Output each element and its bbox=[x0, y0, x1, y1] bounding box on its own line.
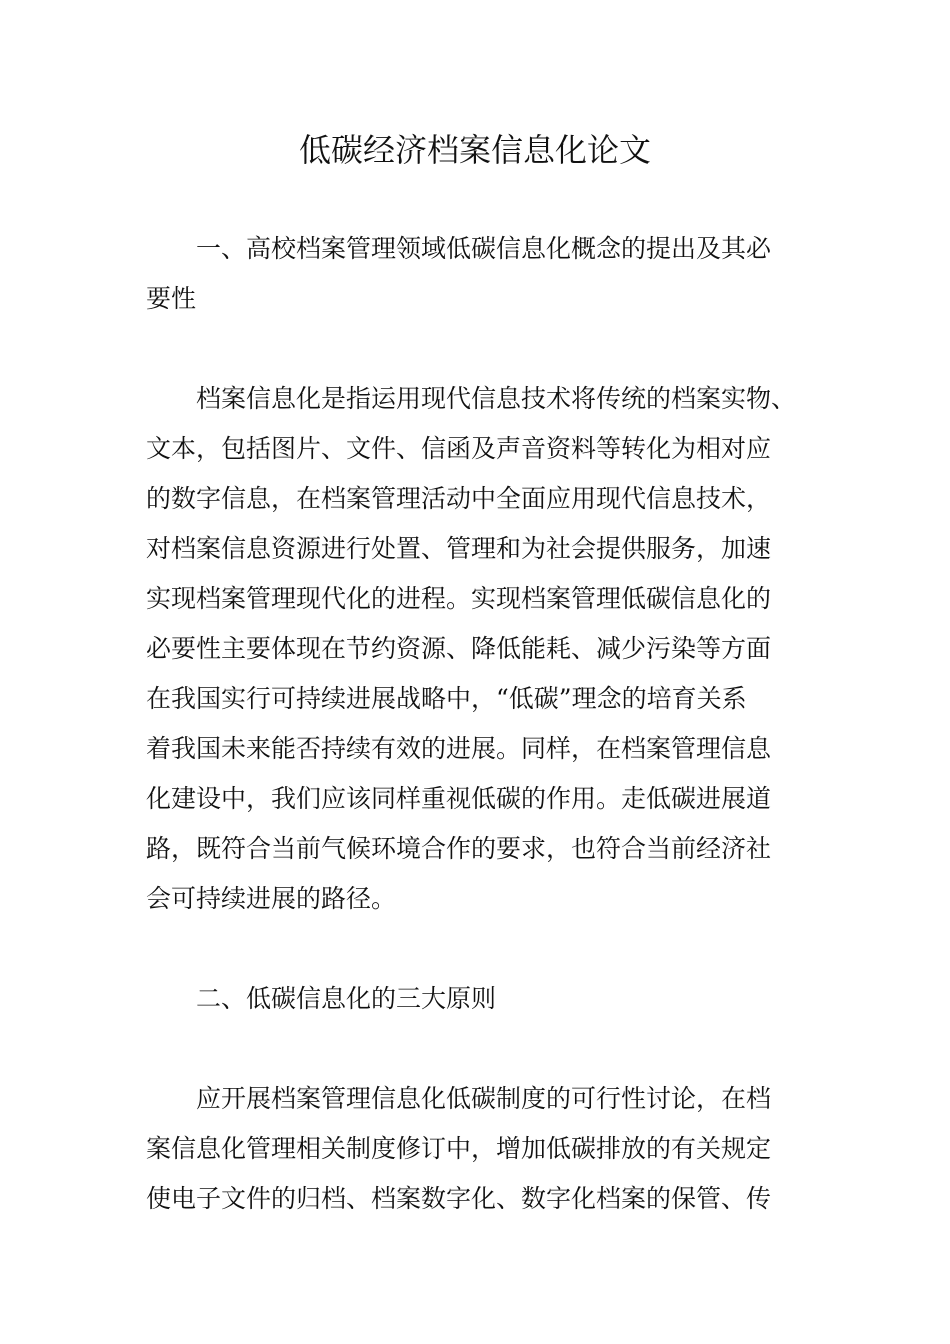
section-heading-1 bbox=[146, 224, 811, 324]
paragraph-line: 文本，包括图片、文件、信函及声音资料等转化为相对应 bbox=[146, 434, 772, 463]
heading-line: 二、低碳信息化的三大原则 bbox=[196, 984, 497, 1013]
paragraph-line: 着我国未来能否持续有效的进展。同样，在档案管理信息 bbox=[146, 734, 772, 763]
document-title: 低碳经济档案信息化论文 bbox=[298, 131, 651, 169]
paragraph-line: 应开展档案管理信息化低碳制度的可行性讨论，在档 bbox=[196, 1084, 772, 1113]
section-paragraph-2 bbox=[146, 1074, 811, 1224]
paragraph-line: 的数字信息，在档案管理活动中全面应用现代信息技术， bbox=[146, 484, 772, 513]
paragraph-line: 使电子文件的归档、档案数字化、数字化档案的保管、传 bbox=[146, 1184, 772, 1213]
paragraph-line: 必要性主要体现在节约资源、降低能耗、减少污染等方面 bbox=[146, 634, 772, 663]
heading-line: 一、高校档案管理领域低碳信息化概念的提出及其必 bbox=[196, 234, 772, 263]
section-paragraph-1 bbox=[146, 374, 811, 924]
paragraph-line: 档案信息化是指运用现代信息技术将传统的档案实物、 bbox=[196, 384, 797, 413]
section-heading-2 bbox=[146, 974, 811, 1024]
paragraph-line: 路，既符合当前气候环境合作的要求，也符合当前经济社 bbox=[146, 834, 772, 863]
heading-line: 要性 bbox=[146, 284, 197, 313]
paragraph-line: 实现档案管理现代化的进程。实现档案管理低碳信息化的 bbox=[146, 584, 772, 613]
paragraph-line: 案信息化管理相关制度修订中，增加低碳排放的有关规定 bbox=[146, 1134, 772, 1163]
paragraph-line: 会可持续进展的路径。 bbox=[146, 884, 397, 913]
paragraph-line: 在我国实行可持续进展战略中，“低碳”理念的培育关系 bbox=[146, 684, 747, 713]
paragraph-line: 化建设中，我们应该同样重视低碳的作用。走低碳进展道 bbox=[146, 784, 772, 813]
paragraph-line: 对档案信息资源进行处置、管理和为社会提供服务，加速 bbox=[146, 534, 772, 563]
